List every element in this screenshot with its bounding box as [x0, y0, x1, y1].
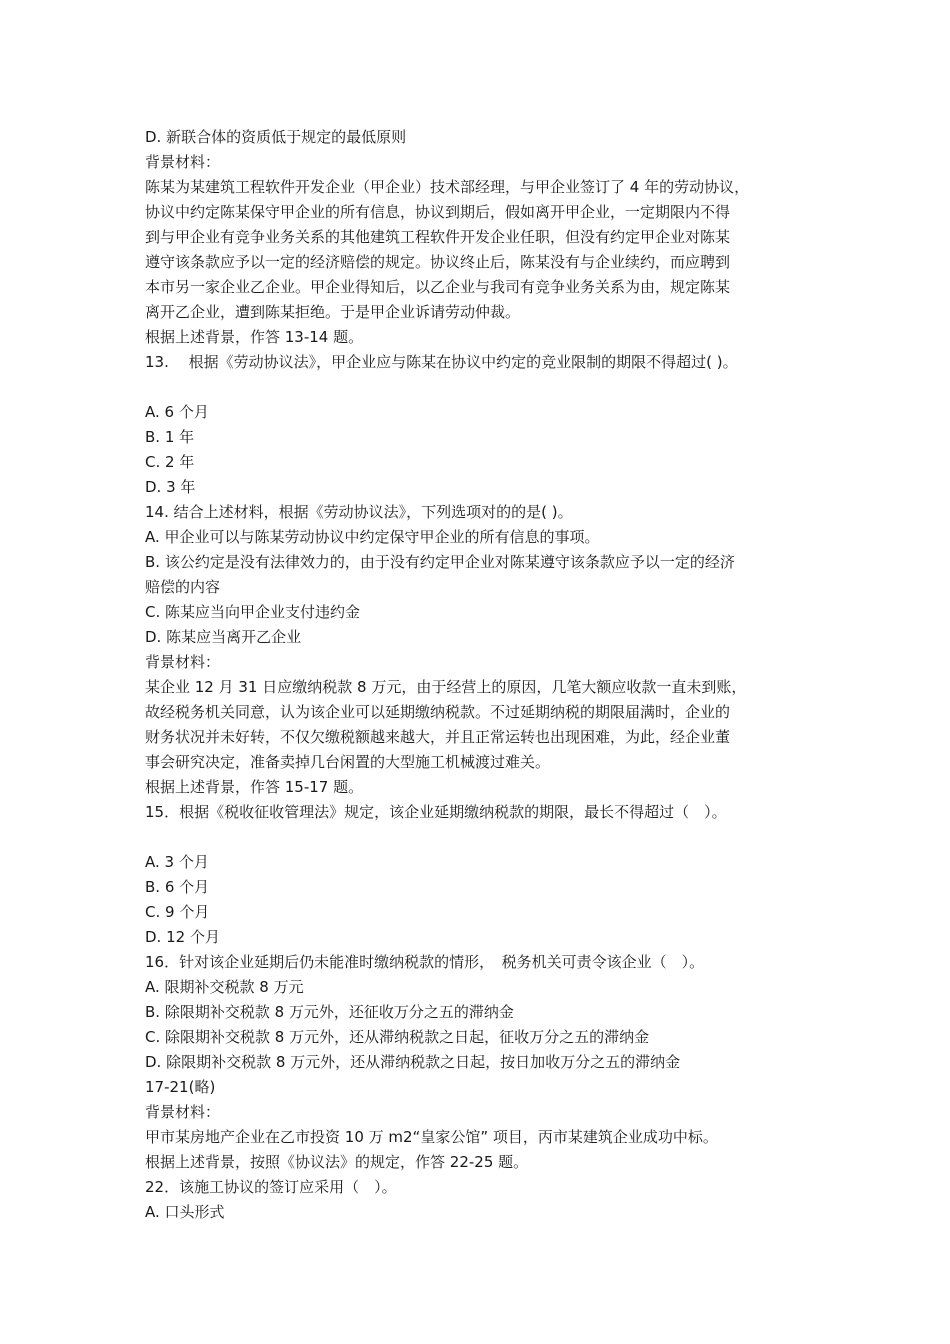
option-b: B. 1 年 [145, 428, 195, 446]
option-c: C. 9 个月 [145, 903, 210, 921]
question-22: 22．该施工协议的签订应采用（ ）。 [145, 1178, 397, 1196]
instruction-text: 根据上述背景，作答 15-17 题。 [145, 778, 364, 796]
instruction-text: 根据上述背景，按照《协议法》的规定，作答 22-25 题。 [145, 1153, 529, 1171]
option-a: A. 3 个月 [145, 853, 209, 871]
background-paragraph-line: 本市另一家企业乙企业。甲企业得知后，以乙企业与我司有竞争业务关系为由，规定陈某 [145, 278, 731, 296]
background-heading: 背景材料： [145, 153, 221, 171]
blank-line [145, 375, 825, 400]
background-paragraph-line: 事会研究决定，准备卖掉几台闲置的大型施工机械渡过难关。 [145, 753, 551, 771]
background-paragraph-line: 故经税务机关同意，认为该企业可以延期缴纳税款。不过延期纳税的期限届满时，企业的 [145, 703, 731, 721]
option-c: C. 除限期补交税款 8 万元外，还从滞纳税款之日起，征收万分之五的滞纳金 [145, 1028, 650, 1046]
option-d: D. 12 个月 [145, 928, 220, 946]
instruction-text: 根据上述背景，作答 13-14 题。 [145, 328, 364, 346]
option-b: B. 该公约定是没有法律效力的，由于没有约定甲企业对陈某遵守该条款应予以一定的经济 [145, 553, 735, 571]
background-paragraph-line: 离开乙企业，遭到陈某拒绝。于是甲企业诉请劳动仲裁。 [145, 303, 521, 321]
background-paragraph-line: 某企业 12 月 31 日应缴纳税款 8 万元，由于经营上的原因，几笔大额应收款一直未到账， [145, 678, 747, 696]
question-15: 15．根据《税收征收管理法》规定，该企业延期缴纳税款的期限，最长不得超过（ ）。 [145, 803, 727, 821]
background-paragraph-line: 财务状况并未好转，不仅欠缴税额越来越大，并且正常运转也出现困难，为此，经企业董 [145, 728, 731, 746]
option-a: A. 限期补交税款 8 万元 [145, 978, 304, 996]
option-d: D. 陈某应当离开乙企业 [145, 628, 302, 646]
question-16: 16．针对该企业延期后仍未能准时缴纳税款的情形， 税务机关可责令该企业（ ）。 [145, 953, 705, 971]
option-d: D. 除限期补交税款 8 万元外，还从滞纳税款之日起，按日加收万分之五的滞纳金 [145, 1053, 681, 1071]
option-b-continued: 赔偿的内容 [145, 578, 221, 596]
background-paragraph-line: 甲市某房地产企业在乙市投资 10 万 m2“皇家公馆” 项目，丙市某建筑企业成功中标。 [145, 1128, 718, 1146]
background-paragraph-line: 协议中约定陈某保守甲企业的所有信息，协议到期后，假如离开甲企业，一定期限内不得 [145, 203, 731, 221]
option-d: D. 3 年 [145, 478, 196, 496]
question-14: 14. 结合上述材料，根据《劳动协议法》，下列选项对的的是( )。 [145, 503, 573, 521]
background-paragraph-line: 遵守该条款应予以一定的经济赔偿的规定。协议终止后，陈某没有与企业续约，而应聘到 [145, 253, 731, 271]
option-a: A. 6 个月 [145, 403, 209, 421]
background-paragraph-line: 陈某为某建筑工程软件开发企业（甲企业）技术部经理，与甲企业签订了 4 年的劳动协议， [145, 178, 750, 196]
questions-omitted-note: 17-21(略) [145, 1078, 216, 1096]
option-a: A. 甲企业可以与陈某劳动协议中约定保守甲企业的所有信息的事项。 [145, 528, 600, 546]
background-heading: 背景材料： [145, 653, 221, 671]
blank-line [145, 825, 825, 850]
option-c: C. 陈某应当向甲企业支付违约金 [145, 603, 361, 621]
document-body [145, 125, 825, 1225]
option-c: C. 2 年 [145, 453, 195, 471]
option-a: A. 口头形式 [145, 1203, 225, 1221]
question-13: 13. 根据《劳动协议法》，甲企业应与陈某在协议中约定的竞业限制的期限不得超过( )。 [145, 353, 738, 371]
background-heading: 背景材料： [145, 1103, 221, 1121]
option-b: B. 6 个月 [145, 878, 210, 896]
background-paragraph-line: 到与甲企业有竞争业务关系的其他建筑工程软件开发企业任职，但没有约定甲企业对陈某 [145, 228, 731, 246]
option-d-text: D. 新联合体的资质低于规定的最低原则 [145, 128, 407, 146]
option-b: B. 除限期补交税款 8 万元外，还征收万分之五的滞纳金 [145, 1003, 514, 1021]
